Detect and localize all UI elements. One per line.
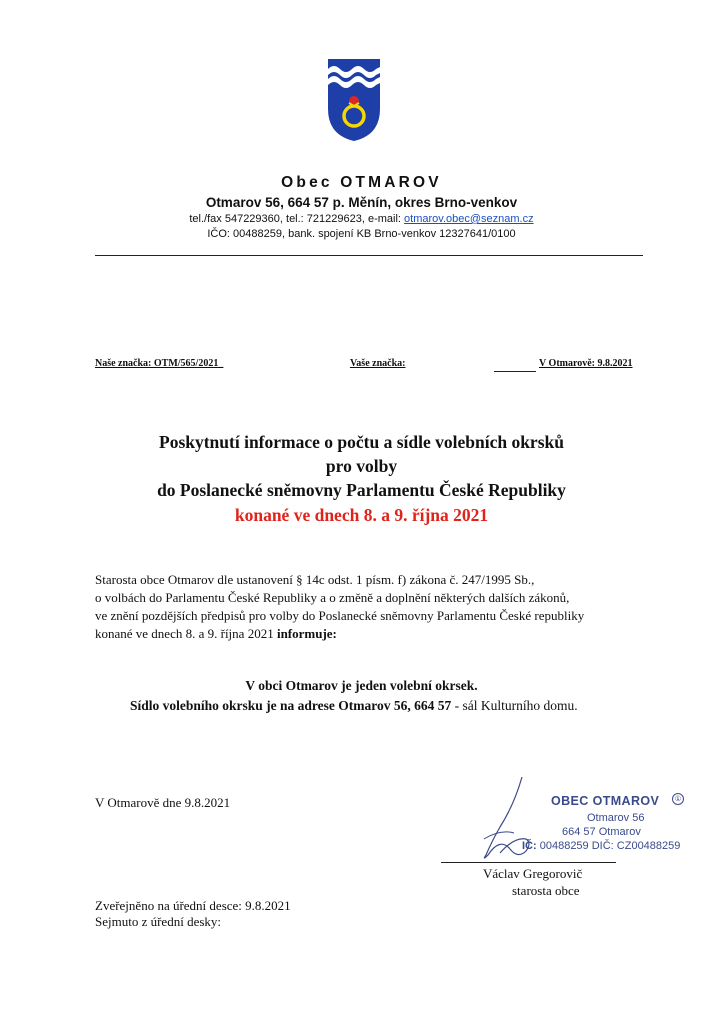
title-line-3: do Poslanecké sněmovny Parlamentu České Republiky	[157, 480, 566, 500]
title-line-2: pro volby	[325, 456, 398, 476]
body-line-4	[95, 626, 337, 642]
announcement-line-2	[130, 697, 578, 715]
body-line-1: Starosta obce Otmarov dle ustanovení § 14c odst. 1 písm. f) zákona č. 247/1995 Sb.,	[95, 572, 535, 587]
body-line-2: o volbách do Parlamentu České Republiky a o změně a doplnění některých dalších zákonů,	[95, 590, 570, 605]
polling-address: Sídlo volebního okrsku je na adrese Otmarov 56, 664 57	[130, 698, 452, 713]
place-date-reference: V Otmarově: 9.8.2021	[539, 358, 633, 369]
signatory-role: starosta obce	[512, 883, 580, 898]
contact-line	[0, 213, 723, 225]
title-line-1: Poskytnutí informace o počtu a sídle volebních okrsků	[159, 432, 564, 452]
contact-phones: tel./fax 547229360, tel.: 721229623, e-mail:	[189, 213, 405, 225]
our-reference: Naše značka: OTM/565/2021_	[95, 358, 224, 369]
stamp-number-mark: ①	[672, 793, 684, 805]
ico-bank-line: IČO: 00488259, bank. spojení KB Brno-venkov 12327641/0100	[207, 228, 516, 240]
announcement-line-1: V obci Otmarov je jeden volební okrsek.	[245, 678, 478, 693]
stamp-ic-label: IČ:	[522, 840, 537, 852]
municipality-address: Otmarov 56, 664 57 p. Měnín, okres Brno-venkov	[205, 195, 518, 210]
letterhead-divider	[95, 255, 643, 256]
stamp-ic-value: 00488259	[536, 840, 589, 852]
stamp-name: OBEC OTMAROV	[551, 794, 660, 808]
stamp-dic: DIČ: CZ00488259	[588, 840, 681, 852]
stamp-ids	[522, 840, 680, 852]
stamp-address-2: 664 57 Otmarov	[562, 826, 641, 838]
posted-date: Zveřejněno na úřední desce: 9.8.2021	[95, 898, 291, 913]
signature-line	[441, 862, 616, 863]
your-reference: Vaše značka:	[350, 358, 406, 369]
signatory-name: Václav Gregorovič	[483, 866, 583, 881]
email-link[interactable]: otmarov.obec@seznam.cz	[404, 213, 534, 225]
body-line-4-text: konané ve dnech 8. a 9. října 2021	[95, 626, 277, 641]
signing-date: V Otmarově dne 9.8.2021	[95, 795, 231, 810]
polling-venue: - sál Kulturního domu.	[451, 698, 578, 713]
your-reference-blank	[494, 371, 536, 372]
body-informs: informuje:	[276, 626, 337, 641]
title-election-dates: konané ve dnech 8. a 9. října 2021	[234, 505, 489, 525]
removed-date: Sejmuto z úřední desky:	[95, 914, 222, 929]
coat-of-arms-logo	[326, 57, 382, 143]
stamp-address-1: Otmarov 56	[587, 812, 645, 824]
municipality-name: Obec OTMAROV	[281, 174, 442, 191]
body-line-3: ve znění pozdějších předpisů pro volby do Poslanecké sněmovny Parlamentu České republiky	[95, 608, 585, 623]
